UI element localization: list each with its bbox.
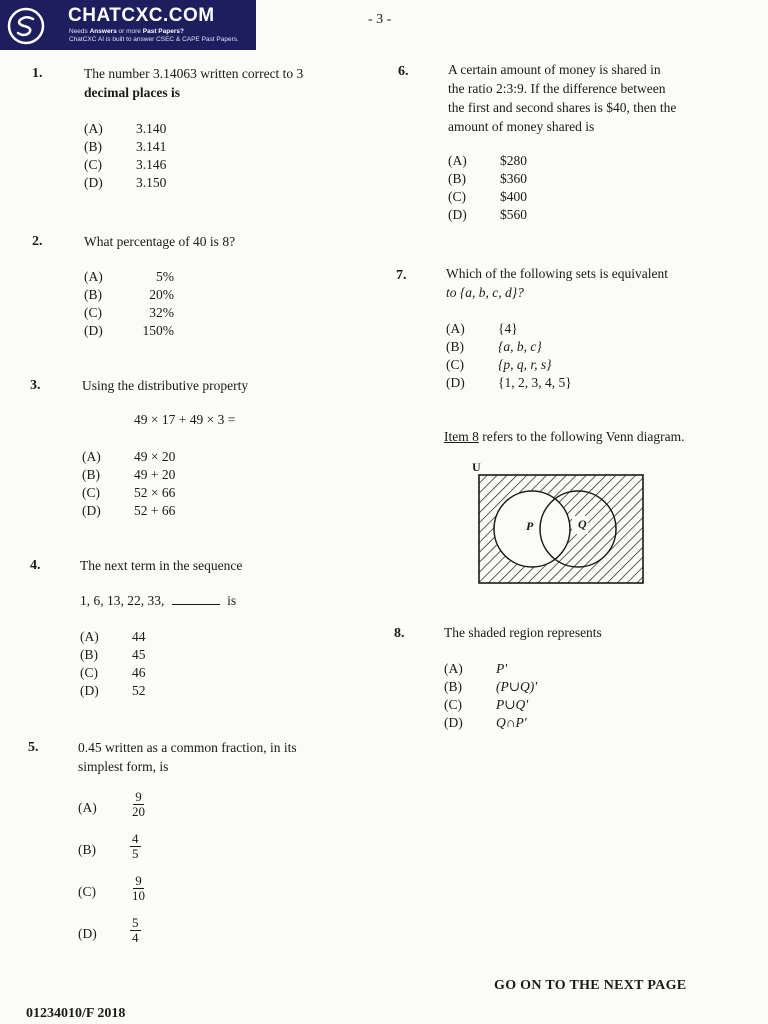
question-number: 7. (396, 268, 407, 283)
options-list (84, 268, 174, 340)
question-number: 3. (30, 378, 41, 393)
option-b: (B) 45 (80, 647, 146, 662)
question-stem: The next term in the sequence (80, 558, 243, 573)
options-list (80, 628, 146, 700)
option-d: (D) Q∩P' (444, 715, 527, 730)
question-stem: The shaded region represents (444, 625, 602, 640)
option-d: (D) $560 (448, 207, 527, 222)
option-d: (D) 150% (84, 323, 174, 338)
question-number: 5. (28, 740, 39, 755)
option-d: (D) 52 (80, 683, 146, 698)
option-c: (C) 3.146 (84, 157, 167, 172)
option-c: (C) 46 (80, 665, 146, 680)
options-list (446, 320, 572, 392)
venn-shaded-region (479, 475, 643, 583)
option-b: (B) $360 (448, 171, 527, 186)
banner-tagline: Needs Answers or more Past Papers? (69, 28, 184, 35)
expression: 49 × 17 + 49 × 3 = (134, 412, 236, 427)
question-number: 6. (398, 64, 409, 79)
option-a: (A) $280 (448, 153, 527, 168)
chatcxc-banner (0, 0, 256, 50)
venn-label-p: P (526, 519, 534, 533)
question-number: 4. (30, 558, 41, 573)
options-list (82, 448, 175, 520)
option-c: (C) 52 × 66 (82, 485, 176, 500)
option-b: (B) {a, b, c} (446, 339, 542, 354)
question-stem: The number 3.14063 written correct to 3 decimal places is (84, 66, 304, 100)
option-a: (A) 44 (80, 629, 146, 644)
option-b: (B) (P∪Q)' (444, 679, 538, 694)
venn-diagram (478, 474, 644, 584)
venn-universal-label: U (472, 460, 481, 474)
chatcxc-logo-icon (6, 6, 46, 46)
option-a: (A) 3.140 (84, 121, 167, 136)
option-a: (A) P' (444, 661, 508, 676)
option-c: (C) $400 (448, 189, 527, 204)
options-list (84, 120, 166, 192)
question-stem: A certain amount of money is shared in the ratio 2:3:9. If the difference between the first and second shares is $40, then the amount of money shared is (448, 62, 677, 134)
option-c: (C) P∪Q' (444, 697, 529, 712)
paper-code: 01234010/F 2018 (26, 1006, 126, 1021)
item8-intro: Item 8 refers to the following Venn diagram. (444, 429, 685, 444)
page-number: - 3 - (368, 12, 392, 27)
question-stem: Using the distributive property (82, 378, 249, 393)
option-a: (A) 5% (84, 269, 174, 284)
question-stem: What percentage of 40 is 8? (84, 234, 236, 249)
sequence: 1, 6, 13, 22, 33, is (80, 593, 237, 608)
question-stem: 0.45 written as a common fraction, in its simplest form, is (78, 740, 297, 774)
question-number: 1. (32, 66, 43, 81)
option-d: (D) 52 + 66 (82, 503, 176, 518)
option-b: (B) 20% (84, 287, 174, 302)
option-a: (A) {4} (446, 321, 518, 336)
options-list (448, 152, 527, 224)
option-b: (B) 49 + 20 (82, 467, 176, 482)
option-d: (D) 3.150 (84, 175, 167, 190)
banner-title: CHATCXC.COM (68, 5, 215, 26)
option-a: (A) 49 × 20 (82, 449, 176, 464)
option-d: (D) {1, 2, 3, 4, 5} (446, 375, 572, 390)
option-b: (B) 3.141 (84, 139, 167, 154)
banner-subtagline: ChatCXC AI is built to answer CSEC & CAPE Past Papers. (69, 36, 239, 43)
next-page-note: GO ON TO THE NEXT PAGE (494, 978, 687, 993)
venn-label-q: Q (578, 517, 587, 531)
question-stem: Which of the following sets is equivalent to {a, b, c, d}? (446, 266, 668, 300)
question-number: 2. (32, 234, 43, 249)
options-list (444, 660, 537, 732)
question-number: 8. (394, 626, 405, 641)
option-c: (C) {p, q, r, s} (446, 357, 552, 372)
option-c: (C) 32% (84, 305, 174, 320)
